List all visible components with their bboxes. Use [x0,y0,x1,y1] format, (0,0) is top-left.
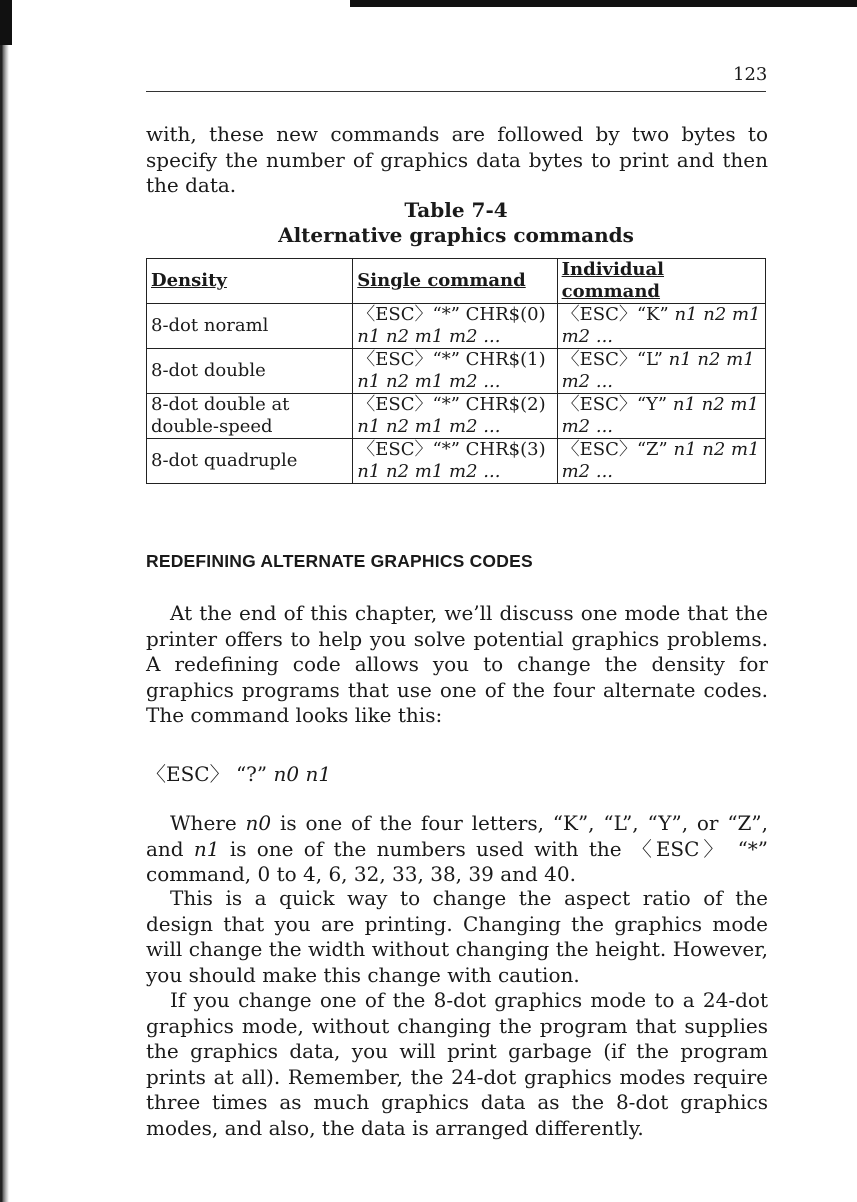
page-number: 123 [733,64,768,85]
individual-command-cell: 〈ESC〉“K” n1 n2 m1 m2 ... [557,304,765,349]
table-header-row [147,259,766,304]
intro-paragraph: with, these new commands are followed by two bytes to specify the number of graphics data bytes to print and then the data. [146,122,768,197]
density-cell: 8-dot noraml [147,304,353,349]
individual-command-cell: 〈ESC〉“Y” n1 n2 m1 m2 ... [557,394,765,439]
table-row [147,439,766,484]
table-label: Table 7-4 [404,198,508,222]
table-caption [146,198,766,248]
density-cell: 8-dot quadruple [147,439,353,484]
scan-binding-corner [0,0,12,45]
single-command-cell: 〈ESC〉“*” CHR$(2) n1 n2 m1 m2 ... [353,394,557,439]
paragraph-caution: If you change one of the 8-dot graphics mode to a 24-dot graphics mode, without changing the program that supplies the graphics data, you will print garbage (if the program prints at all). Remember, the 24-dot graphics modes require three times as much graphics data as the 8-dot graphics modes, and also, the data is arranged differently. [146,988,768,1140]
single-command-cell: 〈ESC〉“*” CHR$(0) n1 n2 m1 m2 ... [353,304,557,349]
scan-binding-edge [0,0,9,1202]
single-command-cell: 〈ESC〉“*” CHR$(1) n1 n2 m1 m2 ... [353,349,557,394]
command-syntax: 〈ESC〉 “?” n0 n1 [146,762,332,786]
graphics-commands-table [146,258,766,484]
density-cell: 8-dot double [147,349,353,394]
scan-top-edge [350,0,857,7]
individual-command-cell: 〈ESC〉“Z” n1 n2 m1 m2 ... [557,439,765,484]
table-row [147,349,766,394]
table-row [147,304,766,349]
header-individual-command: Individual command [557,259,765,304]
section-heading: REDEFINING ALTERNATE GRAPHICS CODES [146,551,533,571]
single-command-cell: 〈ESC〉“*” CHR$(3) n1 n2 m1 m2 ... [353,439,557,484]
paragraph-parameters: Where n0 is one of the four letters, “K”, “L”, “Y”, or “Z”, and n1 is one of the numbers used with the 〈ESC〉 “*” command, 0 to 4, 6, 32, 33, 38, 39 and 40. [146,811,769,886]
density-cell: 8-dot double at double-speed [147,394,353,439]
header-rule [146,91,766,92]
individual-command-cell: 〈ESC〉“L” n1 n2 m1 m2 ... [557,349,765,394]
header-density: Density [147,259,353,304]
paragraph-redefining-intro: At the end of this chapter, we’ll discuss one mode that the printer offers to help you solve potential graphics problems. A redefining code allows you to change the density for graphics programs that use one of the four alternate codes. The command looks like this: [146,601,768,727]
header-single-command: Single command [353,259,557,304]
table-title: Alternative graphics commands [278,223,634,247]
paragraph-aspect-ratio: This is a quick way to change the aspect ratio of the design that you are printing. Changing the graphics mode will change the width without changing the height. However, you should make this change with caution. [146,886,768,987]
table-row [147,394,766,439]
